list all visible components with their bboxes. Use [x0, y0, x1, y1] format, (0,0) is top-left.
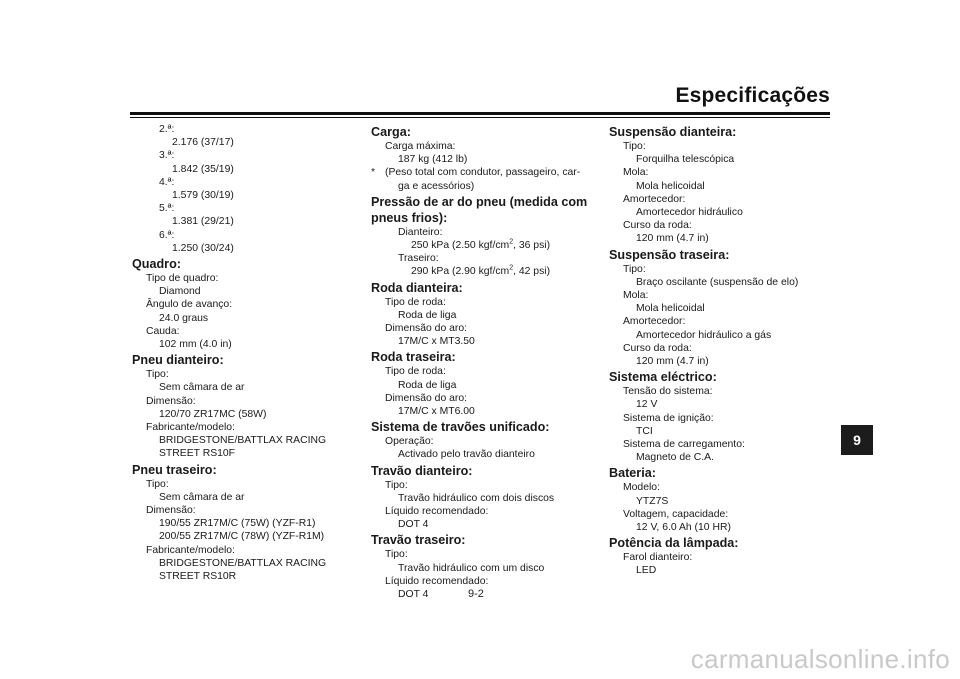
spec-label: Tensão do sistema: — [623, 386, 713, 398]
section-heading-battery: Bateria: — [609, 466, 656, 481]
spec-value: BRIDGESTONE/BATTLAX RACING — [159, 435, 327, 447]
value-part: 290 kPa (2.90 kgf/cm — [411, 266, 510, 278]
spec-value: Sem câmara de ar — [159, 491, 245, 503]
spec-value: 190/55 ZR17M/C (75W) (YZF-R1) — [159, 518, 316, 530]
gear-value: 1.579 (30/19) — [172, 190, 234, 202]
spec-label: Líquido recomendado: — [385, 575, 489, 587]
spec-column-1 — [132, 123, 358, 583]
spec-label: Dimensão do aro: — [385, 323, 468, 335]
spec-value: 12 V, 6.0 Ah (10 HR) — [636, 522, 731, 534]
spec-label: Sistema de carregamento: — [623, 439, 745, 451]
spec-value: Sem câmara de ar — [159, 382, 245, 394]
spec-label: Cauda: — [146, 325, 180, 337]
heading-line: Pressão de ar do pneu (medida com — [371, 194, 588, 209]
header-rule-thick — [130, 112, 830, 115]
spec-label: Tipo de quadro: — [146, 273, 219, 285]
spec-label: Traseiro: — [398, 253, 439, 265]
spec-value: Diamond — [159, 286, 201, 298]
spec-value: DOT 4 — [398, 519, 429, 531]
section-heading-tire-pressure — [371, 194, 597, 226]
section-heading-front-tire: Pneu dianteiro: — [132, 353, 224, 368]
section-heading-rear-brake: Travão traseiro: — [371, 533, 466, 548]
spec-value — [371, 239, 597, 252]
gear-label: 5.ª: — [159, 203, 175, 215]
spec-value: Activado pelo travão dianteiro — [398, 449, 535, 461]
spec-label: Tipo: — [385, 549, 408, 561]
superscript: 2 — [509, 238, 514, 246]
spec-label: Tipo: — [623, 141, 646, 152]
spec-label: Operação: — [385, 436, 434, 448]
spec-label: Modelo: — [623, 482, 660, 494]
spec-label: Curso da roda: — [623, 220, 692, 232]
spec-value: Travão hidráulico com um disco — [398, 562, 545, 574]
spec-label: Tipo: — [146, 369, 169, 381]
section-heading-rear-wheel: Roda traseira: — [371, 350, 456, 365]
spec-label: Farol dianteiro: — [623, 552, 693, 564]
spec-value: 17M/C x MT3.50 — [398, 336, 475, 348]
spec-label: Amortecedor: — [623, 193, 686, 205]
spec-value: Amortecedor hidráulico — [636, 207, 743, 219]
gear-value: 1.250 (30/24) — [172, 242, 234, 254]
spec-label: Dimensão do aro: — [385, 392, 468, 404]
gear-ratios — [132, 123, 358, 255]
section-heading-rear-suspension: Suspensão traseira: — [609, 247, 730, 262]
spec-label: Sistema de ignição: — [623, 412, 714, 424]
section-heading-frame: Quadro: — [132, 257, 181, 272]
spec-value: LED — [636, 565, 657, 577]
spec-value: Amortecedor hidráulico a gás — [636, 329, 772, 341]
spec-label: Tipo: — [623, 263, 646, 275]
spec-value: 120/70 ZR17MC (58W) — [159, 408, 267, 420]
spec-value: Roda de liga — [398, 379, 457, 391]
spec-label: Voltagem, capacidade: — [623, 508, 729, 520]
value-part: , 36 psi) — [513, 240, 551, 252]
page-number: 9-2 — [468, 588, 484, 600]
asterisk-mark: * — [371, 167, 376, 179]
spec-value: TCI — [636, 425, 653, 437]
value-part: , 42 psi) — [513, 266, 551, 278]
value-part: 250 kPa (2.50 kgf/cm — [411, 240, 510, 252]
spec-value: Travão hidráulico com dois discos — [398, 492, 555, 504]
spec-column-3 — [609, 123, 835, 578]
page-title: Especificações — [675, 84, 830, 107]
section-heading-load: Carga: — [371, 125, 411, 139]
section-heading-electrical: Sistema eléctrico: — [609, 370, 717, 385]
spec-value: YTZ7S — [636, 495, 669, 507]
section-heading-bulb-wattage: Potência da lâmpada: — [609, 536, 739, 551]
superscript: 2 — [509, 264, 514, 272]
spec-value: Magneto de C.A. — [636, 452, 714, 464]
spec-label: Mola: — [623, 167, 649, 179]
gear-value: 1.381 (29/21) — [172, 216, 234, 228]
spec-value: BRIDGESTONE/BATTLAX RACING — [159, 557, 327, 569]
section-heading-unified-brake: Sistema de travões unificado: — [371, 420, 550, 435]
spec-value: 24.0 graus — [159, 312, 209, 324]
spec-label: Fabricante/modelo: — [146, 544, 235, 556]
spec-value: Forquilha telescópica — [636, 154, 735, 166]
gear-value: 1.842 (35/19) — [172, 163, 234, 175]
spec-label: Dimensão: — [146, 395, 196, 407]
note-text: (Peso total com condutor, passageiro, car- — [385, 167, 581, 179]
spec-value: 102 mm (4.0 in) — [159, 339, 232, 351]
spec-label: Dimensão: — [146, 505, 196, 517]
spec-value: DOT 4 — [398, 589, 429, 601]
spec-label: Mola: — [623, 290, 649, 302]
spec-label: Carga máxima: — [385, 141, 456, 152]
spec-label: Líquido recomendado: — [385, 506, 489, 518]
gear-label: 6.ª: — [159, 229, 175, 241]
spec-label: Dianteiro: — [398, 226, 443, 238]
spec-value: 200/55 ZR17M/C (78W) (YZF-R1M) — [159, 531, 325, 543]
spec-label: Amortecedor: — [623, 316, 686, 328]
spec-value: 12 V — [636, 399, 658, 411]
note-text: ga e acessórios) — [398, 180, 475, 192]
spec-value: Braço oscilante (suspensão de elo) — [636, 276, 799, 288]
chapter-tab: 9 — [841, 425, 873, 455]
spec-column-2 — [371, 123, 597, 601]
load-note — [371, 166, 597, 179]
spec-label: Tipo: — [146, 478, 169, 490]
header-rule-thin — [130, 117, 830, 118]
spec-label: Curso da roda: — [623, 342, 692, 354]
section-heading-front-wheel: Roda dianteira: — [371, 280, 463, 295]
spec-label: Tipo de roda: — [385, 296, 446, 308]
spec-value — [371, 265, 597, 278]
gear-label: 3.ª: — [159, 150, 175, 162]
gear-value: 2.176 (37/17) — [172, 137, 234, 149]
section-heading-front-brake: Travão dianteiro: — [371, 463, 473, 478]
spec-label: Fabricante/modelo: — [146, 422, 235, 434]
watermark: carmanualsonline.info — [690, 644, 950, 674]
heading-line: pneus frios): — [371, 210, 448, 225]
section-heading-rear-tire: Pneu traseiro: — [132, 462, 217, 477]
spec-value: 187 kg (412 lb) — [398, 154, 468, 166]
gear-label: 4.ª: — [159, 176, 175, 188]
spec-value: STREET RS10F — [159, 448, 236, 460]
section-heading-front-suspension: Suspensão dianteira: — [609, 125, 737, 139]
spec-label: Tipo de roda: — [385, 366, 446, 378]
spec-value: 120 mm (4.7 in) — [636, 233, 709, 245]
spec-label: Ângulo de avanço: — [146, 299, 233, 311]
spec-value: 17M/C x MT6.00 — [398, 406, 475, 418]
spec-value: STREET RS10R — [159, 571, 237, 583]
spec-value: Mola helicoidal — [636, 180, 705, 192]
spec-value: 120 mm (4.7 in) — [636, 356, 709, 368]
spec-value: Mola helicoidal — [636, 303, 705, 315]
spec-value: Roda de liga — [398, 309, 457, 321]
gear-label: 2.ª: — [159, 124, 175, 135]
spec-label: Tipo: — [385, 479, 408, 491]
